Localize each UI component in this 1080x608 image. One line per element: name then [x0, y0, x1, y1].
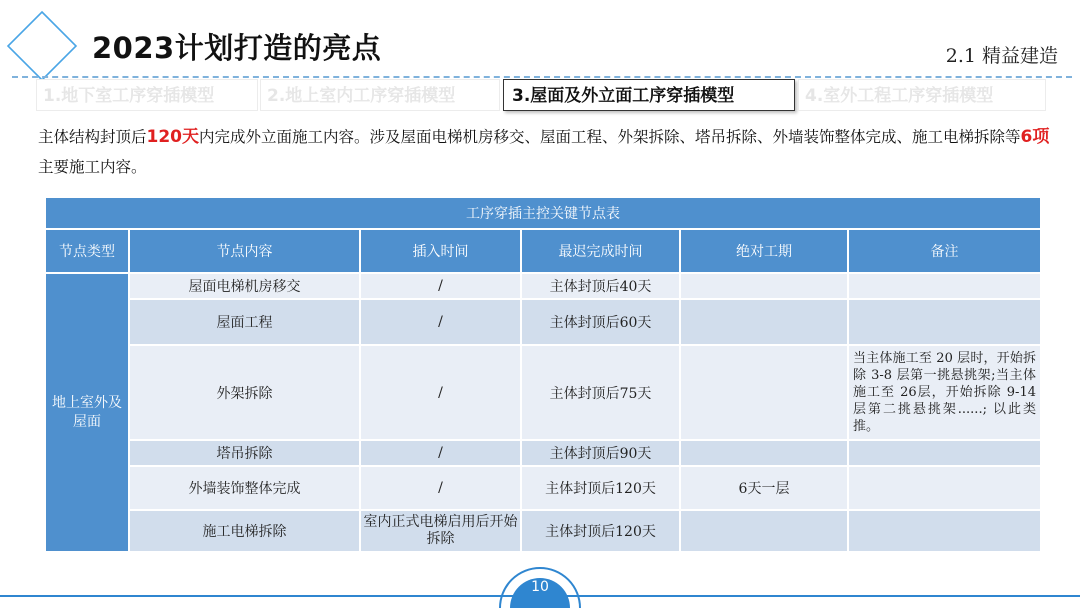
cell-content: 施工电梯拆除: [129, 510, 360, 552]
cell-note: [848, 299, 1041, 345]
cell-duration: [680, 273, 848, 299]
cell-deadline: 主体封顶后120天: [521, 510, 680, 552]
cell-deadline: 主体封顶后75天: [521, 345, 680, 440]
cell-note: 当主体施工至 20 层时，开始拆除 3-8 层第一挑悬挑架;当主体施工至 26层，开始拆除 9-14 层第二挑悬挑架......; 以此类推。: [848, 345, 1041, 440]
diamond-decoration: [0, 0, 80, 80]
intro-highlight-items: 6项: [1020, 127, 1050, 147]
cell-insert: /: [360, 299, 521, 345]
intro-highlight-days: 120天: [146, 127, 200, 147]
cell-content: 屋面工程: [129, 299, 360, 345]
key-node-table: [44, 196, 1042, 553]
cell-duration: [680, 299, 848, 345]
intro-text-3: 主要施工内容。: [38, 158, 147, 176]
cell-insert: /: [360, 345, 521, 440]
tab-outdoor[interactable]: 4.室外工程工序穿插模型: [798, 79, 1046, 111]
cell-content: 屋面电梯机房移交: [129, 273, 360, 299]
table-row: [45, 466, 1041, 510]
cell-deadline: 主体封顶后90天: [521, 440, 680, 466]
tab-above-ground-indoor[interactable]: 2.地上室内工序穿插模型: [260, 79, 500, 111]
cell-insert: /: [360, 273, 521, 299]
cell-insert: 室内正式电梯启用后开始拆除: [360, 510, 521, 552]
table-row: [45, 510, 1041, 552]
header-divider: [12, 76, 1072, 78]
cell-deadline: 主体封顶后60天: [521, 299, 680, 345]
cell-duration: 6天一层: [680, 466, 848, 510]
page-title: 2023计划打造的亮点: [92, 31, 382, 65]
page-number: 10: [531, 579, 549, 595]
table-row: [45, 299, 1041, 345]
cell-content: 外架拆除: [129, 345, 360, 440]
cell-note: [848, 466, 1041, 510]
cell-duration: [680, 440, 848, 466]
cell-insert: /: [360, 440, 521, 466]
cell-note: [848, 273, 1041, 299]
header-duration: 绝对工期: [680, 229, 848, 273]
cell-note: [848, 440, 1041, 466]
table-row: [45, 345, 1041, 440]
table-row: [45, 273, 1041, 299]
node-type-cell: 地上室外及屋面: [45, 273, 129, 552]
key-node-table-container: [44, 196, 1042, 553]
cell-note: [848, 510, 1041, 552]
cell-content: 塔吊拆除: [129, 440, 360, 466]
section-label: 2.1 精益建造: [945, 45, 1058, 67]
intro-text-1: 主体结构封顶后: [38, 128, 147, 146]
tab-underground[interactable]: 1.地下室工序穿插模型: [36, 79, 258, 111]
cell-duration: [680, 510, 848, 552]
header-deadline: 最迟完成时间: [521, 229, 680, 273]
header-insert-time: 插入时间: [360, 229, 521, 273]
cell-content: 外墙装饰整体完成: [129, 466, 360, 510]
tab-roof-facade[interactable]: 3.屋面及外立面工序穿插模型: [503, 79, 795, 111]
table-caption: 工序穿插主控关键节点表: [45, 197, 1041, 229]
cell-duration: [680, 345, 848, 440]
header-node-type: 节点类型: [45, 229, 129, 273]
cell-deadline: 主体封顶后120天: [521, 466, 680, 510]
header-node-content: 节点内容: [129, 229, 360, 273]
cell-deadline: 主体封顶后40天: [521, 273, 680, 299]
intro-paragraph: [38, 122, 1058, 182]
table-row: [45, 440, 1041, 466]
cell-insert: /: [360, 466, 521, 510]
header-note: 备注: [848, 229, 1041, 273]
intro-text-2: 内完成外立面施工内容。涉及屋面电梯机房移交、屋面工程、外架拆除、塔吊拆除、外墙装饰整体完成、施工电梯拆除等: [199, 128, 1021, 146]
